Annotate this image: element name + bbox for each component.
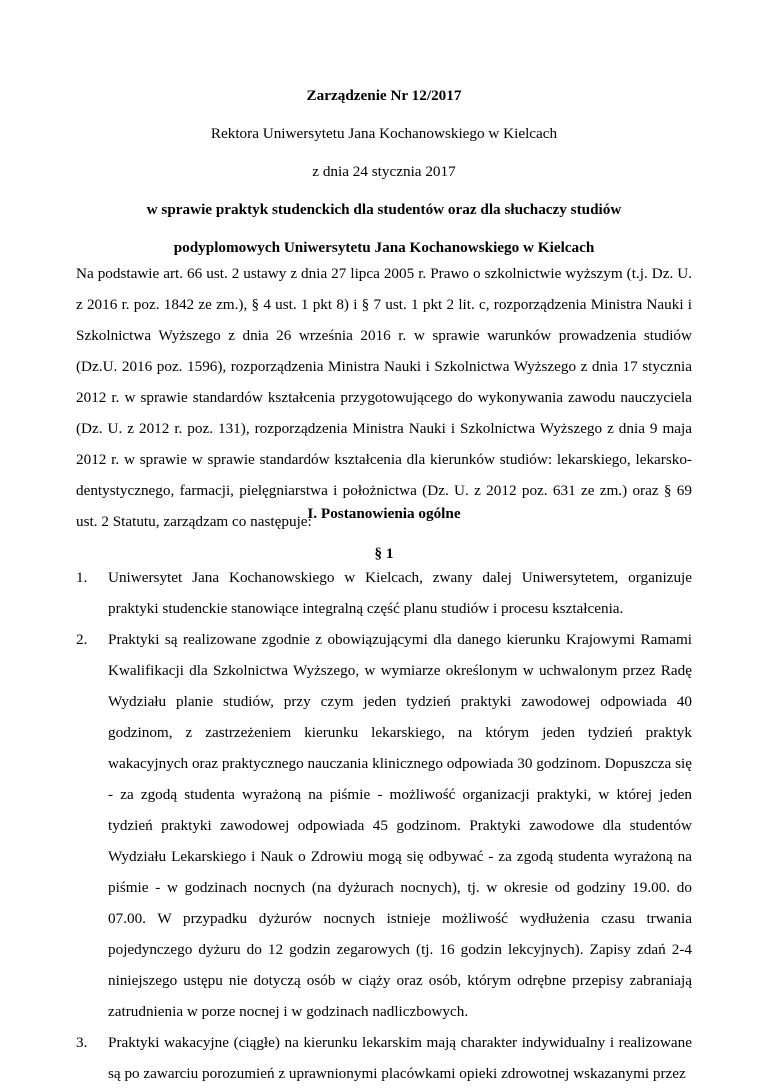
document-subject-line-2: podyplomowych Uniwersytetu Jana Kochanowskiego w Kielcach (173, 239, 595, 256)
document-header (76, 80, 692, 270)
document-subject-line-1: w sprawie praktyk studenckich dla studentów oraz dla słuchaczy studiów (146, 201, 622, 218)
legal-basis-paragraph: Na podstawie art. 66 ust. 2 ustawy z dnia 27 lipca 2005 r. Prawo o szkolnictwie wyższym (t.j. Dz. U. z 2016 r. poz. 1842 ze zm.), § 4 ust. 1 pkt 8) i § 7 ust. 1 pkt 2 lit. c, rozporządzenia Ministra Nauki i Szkolnictwa Wyższego z dnia 26 września 2016 r. w sprawie warunków prowadzenia studiów (Dz.U. 2016 poz. 1596), rozporządzenia Ministra Nauki i Szkolnictwa Wyższego z dnia 17 stycznia 2012 r. w sprawie standardów kształcenia przygotowującego do wykonywania zawodu nauczyciela (Dz. U. z 2012 r. poz. 131), rozporządzenia Ministra Nauki i Szkolnictwa Wyższego z dnia 9 maja 2012 r. w sprawie w sprawie standardów kształcenia dla kierunków studiów: lekarskiego, lekarsko-dentystycznego, farmacji, pielęgniarstwa i położnictwa (Dz. U. z 2012 poz. 631 ze zm.) oraz § 69 ust. 2 Statutu, zarządzam co następuje: (76, 265, 692, 530)
list-item (76, 624, 692, 1027)
list-item-number: 2. (76, 631, 88, 648)
document-date: z dnia 24 stycznia 2017 (312, 163, 456, 180)
list-item-text: Uniwersytet Jana Kochanowskiego w Kielcach, zwany dalej Uniwersytetem, organizuje praktyki studenckie stanowiące integralną część planu studiów i procesu kształcenia. (108, 569, 692, 617)
list-item-number: 3. (76, 1034, 88, 1051)
list-item-text: Praktyki wakacyjne (ciągłe) na kierunku lekarskim mają charakter indywidualny i realizowane są po zawarciu porozumień z uprawnionymi placówkami opieki zdrowotnej wskazanymi przez (108, 1034, 692, 1082)
list-item-text: Praktyki są realizowane zgodnie z obowiązującymi dla danego kierunku Krajowymi Ramami Kwalifikacji dla Szkolnictwa Wyższego, w wymiarze określonym w uchwalonym przez Radę Wydziału planie studiów, przy czym jeden tydzień praktyki zawodowej odpowiada 40 godzinom, z zastrzeżeniem kierunku lekarskiego, na którym jeden tydzień praktyk wakacyjnych oraz praktycznego nauczania klinicznego odpowiada 30 godzinom. Dopuszcza się - za zgodą studenta wyrażoną na piśmie - możliwość organizacji praktyki, w której jeden tydzień praktyki zawodowej odpowiada 45 godzinom. Praktyki zawodowe dla studentów Wydziału Lekarskiego i Nauk o Zdrowiu mogą się odbywać - za zgodą studenta wyrażoną na piśmie - w godzinach nocnych (na dyżurach nocnych), tj. w okresie od godziny 19.00. do 07.00. W przypadku dyżurów nocnych istnieje możliwość wydłużenia czasu trwania pojedynczego dyżuru do 12 godzin zegarowych (tj. 16 godzin lekcyjnych). Zapisy zdań 2-4 niniejszego ustępu nie dotyczą osób w ciąży oraz osób, którym odrębne przepisy zabraniają zatrudnienia w porze nocnej i w godzinach nadliczbowych. (108, 631, 692, 1020)
list-item-number: 1. (76, 569, 88, 586)
list-item (76, 562, 692, 624)
document-title: Zarządzenie Nr 12/2017 (306, 87, 462, 104)
list-item (76, 1027, 692, 1089)
document-issuer: Rektora Uniwersytetu Jana Kochanowskiego w Kielcach (210, 125, 558, 142)
paragraph-marker: § 1 (374, 545, 394, 562)
provisions-list (76, 562, 692, 1089)
section-heading: I. Postanowienia ogólne (307, 505, 461, 522)
